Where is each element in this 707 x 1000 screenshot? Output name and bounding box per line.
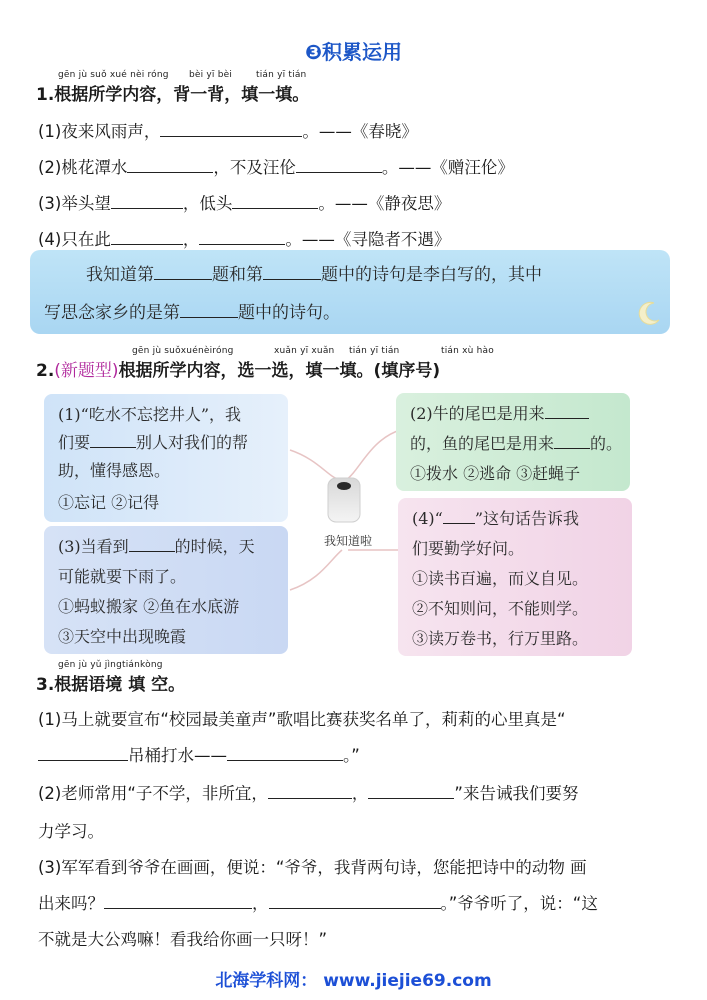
pinyin-annotation: gēn jù suǒ xué nèi róng: [58, 70, 169, 80]
answer-blank[interactable]: [232, 193, 318, 209]
banner-line-2: 写思念家乡的是第 题中的诗句。: [44, 303, 340, 323]
box-options: ①蚂蚁搬家 ②鱼在水底游: [58, 597, 240, 616]
box-text: (1)“吃水不忘挖井人”，我: [58, 405, 242, 424]
answer-blank[interactable]: [296, 157, 382, 173]
banner-line-1: 我知道第 题和第 题中的诗句是李白写的，其中: [86, 265, 542, 285]
answer-blank[interactable]: [180, 302, 238, 318]
choice-box-3: [44, 526, 288, 654]
answer-blank[interactable]: [160, 121, 302, 137]
context-item-2-line-1: (2)老师常用“子不学，非所宜， ， ”来告诫我们要努: [38, 784, 579, 803]
box-options: ③天空中出现晚霞: [58, 627, 187, 646]
new-type-tag: (新题型): [54, 361, 119, 381]
choice-box-4: [398, 498, 632, 656]
context-item-1-line-1: (1)马上就要宣布“校园最美童声”歌唱比赛获奖名单了，莉莉的心里真是“: [38, 710, 566, 729]
pinyin-annotation: gēn jù yǔ jìngtiánkòng: [58, 660, 163, 670]
answer-blank[interactable]: [227, 745, 343, 761]
box-text: 可能就要下雨了。: [58, 567, 187, 586]
answer-blank[interactable]: [554, 433, 590, 449]
pinyin-annotation: tián xù hào: [441, 346, 494, 356]
context-item-2-line-2: 力学习。: [38, 822, 104, 841]
answer-blank[interactable]: [111, 193, 183, 209]
lamp-icon: [326, 476, 362, 524]
box-options: ①读书百遍，而义自见。: [412, 569, 589, 588]
answer-blank[interactable]: [104, 893, 252, 909]
pinyin-annotation: gēn jù suǒxuénèiróng: [132, 346, 234, 356]
box-options: ①拨水 ②逃命 ③赶蝇子: [410, 464, 581, 483]
answer-blank[interactable]: [269, 893, 441, 909]
context-item-1-line-2: 吊桶打水—— 。”: [38, 742, 360, 766]
answer-blank[interactable]: [111, 229, 183, 245]
box-text: 们要勤学好问。: [412, 539, 525, 558]
question-1-heading: 1.根据所学内容，背一背，填一填。: [36, 85, 310, 105]
box-text: 助，懂得感恩。: [58, 461, 171, 480]
pinyin-annotation: bèi yī bèi: [189, 70, 233, 80]
box-text: 的，鱼的尾巴是用来 的。: [410, 434, 623, 453]
box-text: (2)牛的尾巴是用来: [410, 401, 589, 424]
choice-box-1: [44, 394, 288, 522]
answer-blank[interactable]: [127, 157, 213, 173]
answer-blank[interactable]: [199, 229, 285, 245]
pinyin-annotation: tián yī tián: [349, 346, 400, 356]
answer-blank[interactable]: [129, 536, 175, 552]
poem-item-3: (3)举头望 ，低头 。——《静夜思》: [38, 194, 451, 213]
pinyin-annotation: xuǎn yī xuǎn: [274, 346, 335, 356]
box-text: (3)当看到 的时候，天: [58, 537, 255, 556]
box-options: ③读万卷书，行万里路。: [412, 629, 589, 648]
answer-blank[interactable]: [545, 403, 589, 419]
context-item-3-line-1: (3)军军看到爷爷在画画，便说：“爷爷，我背两句诗，您能把诗中的动物 画: [38, 858, 587, 877]
choice-box-2: [396, 393, 630, 491]
answer-blank[interactable]: [263, 264, 321, 280]
answer-blank[interactable]: [368, 783, 454, 799]
section-title: ❸积累运用: [305, 40, 402, 64]
summary-banner: [30, 250, 670, 334]
center-label: 我知道啦: [323, 534, 372, 548]
context-item-3-line-3: 不就是大公鸡嘛！看我给你画一只呀！”: [38, 930, 328, 949]
box-text: 们要 别人对我们的帮: [58, 433, 249, 452]
poem-item-4: (4)只在此 ， 。——《寻隐者不遇》: [38, 230, 451, 249]
answer-blank[interactable]: [268, 783, 352, 799]
answer-blank[interactable]: [443, 508, 475, 524]
poem-item-1: (1)夜来风雨声， 。——《春晓》: [38, 122, 418, 141]
question-2-heading: 2.(新题型)根据所学内容，选一选，填一填。(填序号): [36, 361, 441, 381]
box-options: ②不知则问，不能则学。: [412, 599, 589, 618]
context-item-3-line-2: 出来吗？ ， 。”爷爷听了，说：“这: [38, 894, 598, 913]
pinyin-annotation: tián yī tián: [256, 70, 307, 80]
poem-item-2: (2)桃花潭水 ，不及汪伦 。——《赠汪伦》: [38, 158, 514, 177]
answer-blank[interactable]: [154, 264, 212, 280]
question-3-heading: 3.根据语境 填 空。: [36, 675, 186, 695]
moon-icon: [636, 300, 662, 326]
box-text: (4)“ ”这句话告诉我: [412, 509, 580, 528]
box-options: ①忘记 ②记得: [58, 493, 160, 512]
answer-blank[interactable]: [90, 432, 136, 448]
footer-watermark: 北海学科网： www.jiejie69.com: [215, 971, 492, 991]
answer-blank[interactable]: [38, 745, 128, 761]
